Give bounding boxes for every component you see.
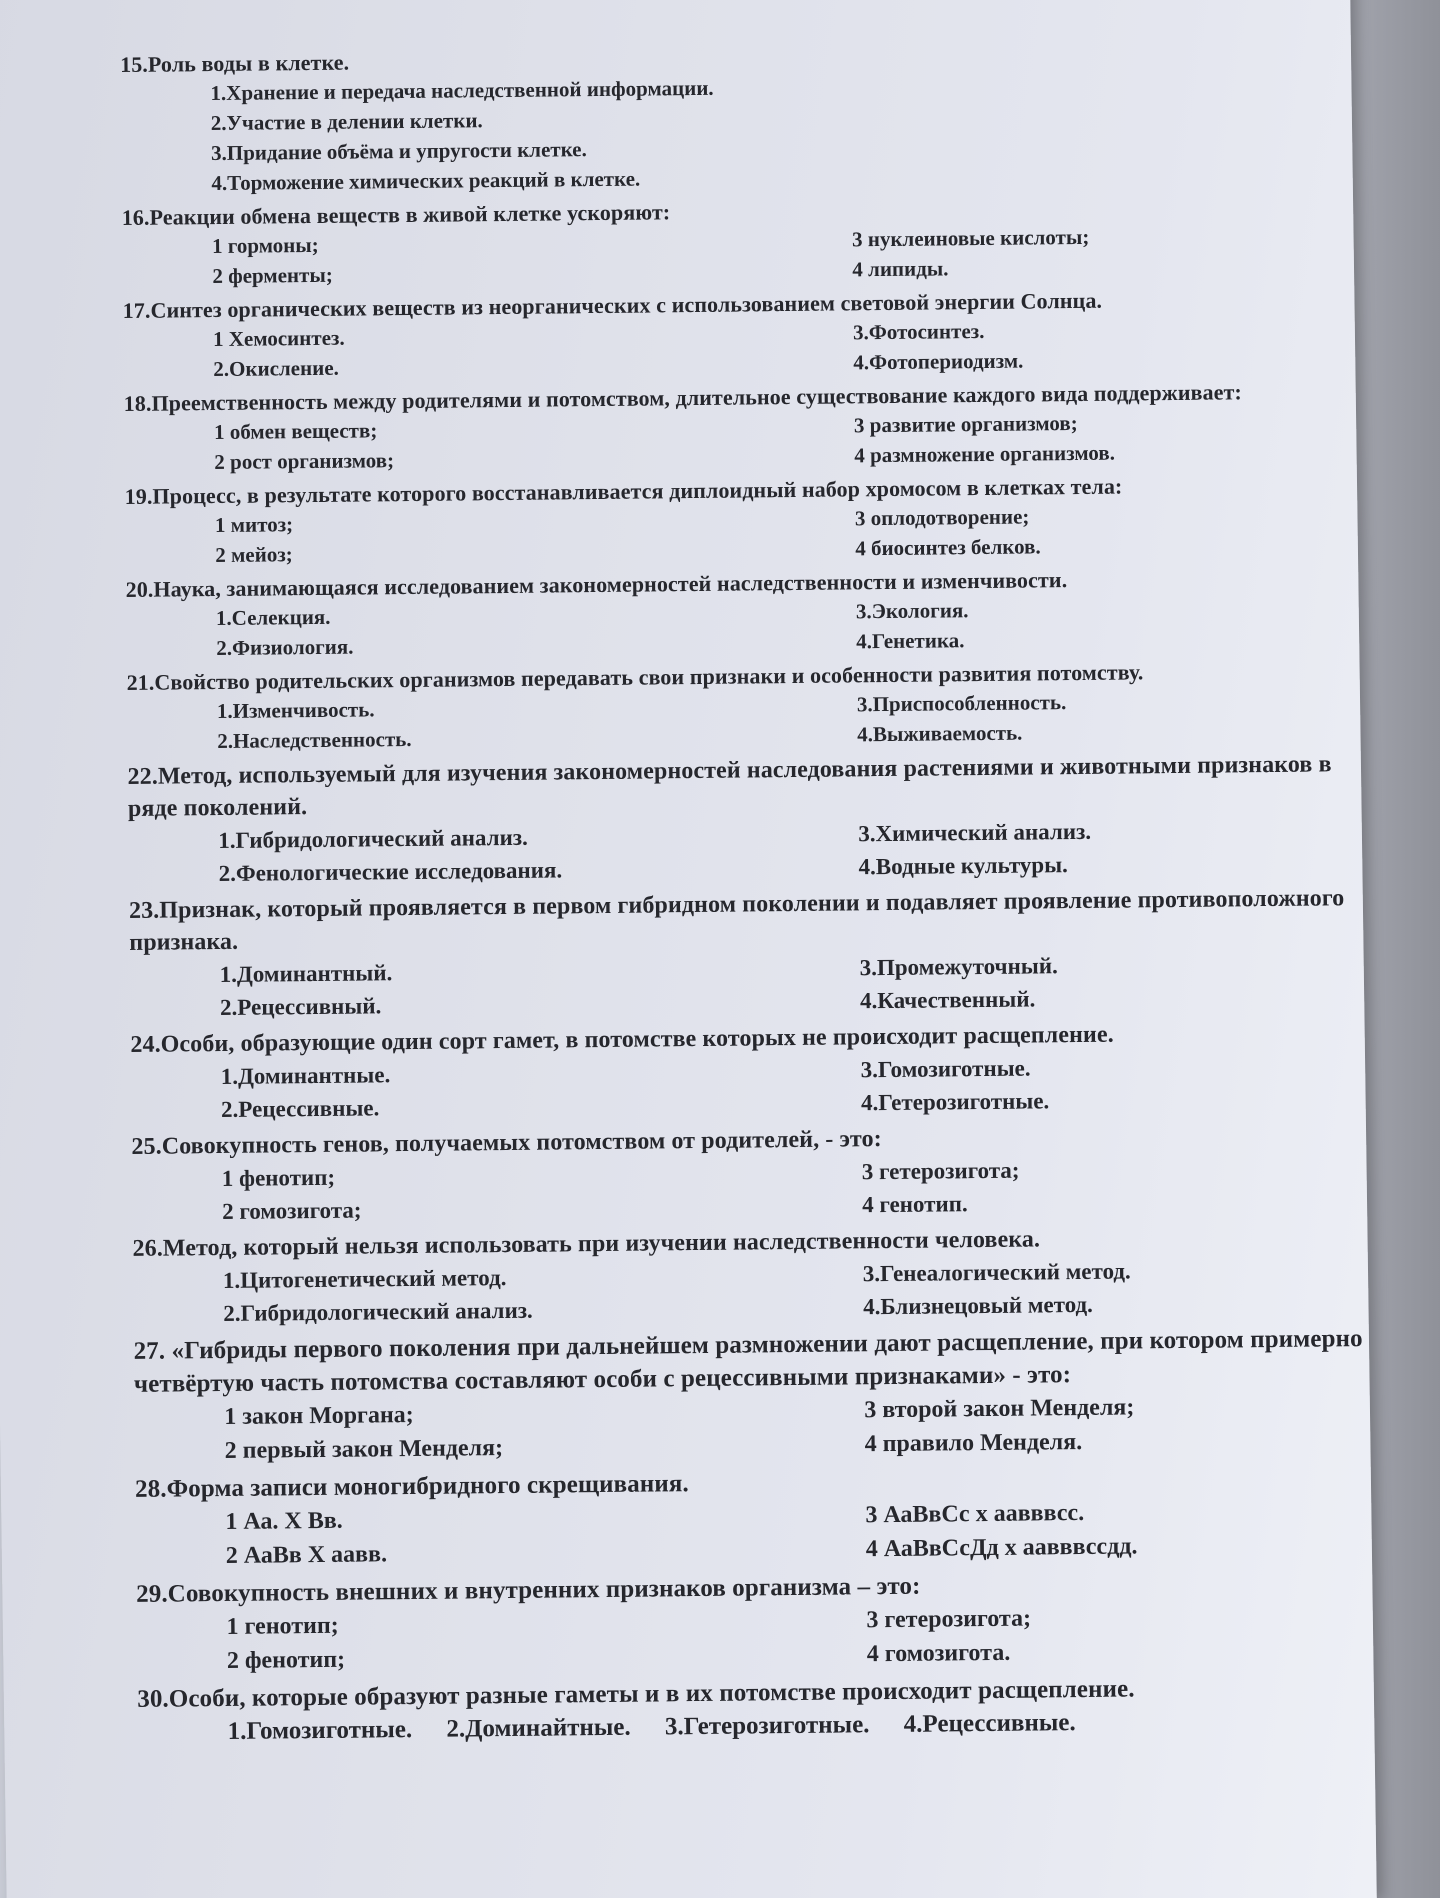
question-27 [133, 1322, 1374, 1469]
test-questions [120, 37, 1378, 1754]
question-text: 17.Синтез органических веществ из неорганических с использованием световой энергии Солнца. [122, 287, 1103, 323]
answer-option: 1.Хранение и передача наследственной информации. [210, 75, 714, 106]
question-28 [135, 1460, 1376, 1574]
answer-options [210, 66, 1361, 198]
answer-option: 2 АаВв Х аавв. [225, 1541, 388, 1569]
answer-option: 1 обмен веществ; [213, 418, 378, 445]
answer-option: 2.Участие в делении клетки. [210, 108, 483, 136]
answer-options [215, 498, 1366, 570]
answer-option: 2.Рецессивный. [219, 993, 382, 1021]
question-17 [123, 283, 1364, 385]
answer-option: 2.Доминайтные. [446, 1713, 631, 1743]
answer-options [226, 1598, 1377, 1678]
answer-option: 4.Торможение химических реакций в клетке. [211, 166, 641, 196]
answer-option: 4.Близнецовый метод. [863, 1291, 1093, 1320]
question-text: 16.Реакции обмена веществ в живой клетке ускоряют: [121, 199, 671, 230]
question-text: 25.Совокупность генов, получаемых потомством от родителей, - это: [131, 1126, 882, 1160]
question-22 [127, 748, 1368, 891]
answer-options [220, 946, 1371, 1024]
answer-option: 3 развитие организмов; [853, 410, 1078, 438]
answer-option: 3.Придание объёма и упругости клетке. [210, 137, 587, 166]
answer-option: 2 ферменты; [212, 262, 333, 289]
answer-option: 3 гетерозигота; [861, 1157, 1020, 1185]
question-text: 28.Форма записи моногибридного скрещивания. [134, 1470, 689, 1503]
answer-option: 3.Экология. [855, 598, 969, 624]
answer-option: 4 генотип. [862, 1191, 968, 1218]
question-text: 18.Преемственность между родителями и потомством, длительное существование каждого вида поддерживает: [123, 379, 1242, 416]
answer-options [218, 812, 1369, 890]
question-text: 26.Метод, который нельзя использовать при изучении наследственности человека. [132, 1226, 1041, 1262]
answer-option: 4.Фотопериодизм. [853, 348, 1024, 375]
answer-option: 4 размножение организмов. [854, 440, 1116, 468]
answer-option: 3.Гомозиготные. [860, 1055, 1031, 1083]
answer-option: 2.Наследственность. [217, 726, 412, 754]
answer-options [214, 405, 1365, 477]
answer-option: 1 фенотип; [221, 1164, 336, 1191]
answer-option: 1.Доминантный. [219, 960, 393, 988]
answer-option: 3.Фотосинтез. [852, 318, 985, 345]
answer-option: 1.Гомозиготные. [227, 1716, 413, 1745]
answer-option: 3 второй закон Менделя; [864, 1394, 1135, 1424]
question-text: 19.Процесс, в результате которого восстанавливается диплоидный набор хромосом в клетках тела: [124, 473, 1123, 509]
answer-option: 2 первый закон Менделя; [224, 1435, 504, 1464]
question-25 [131, 1118, 1372, 1229]
question-text: 15.Роль воды в клетке. [120, 49, 350, 77]
answer-option: 3 гетерозигота; [866, 1605, 1032, 1634]
answer-options [224, 1388, 1375, 1468]
answer-options [225, 1493, 1376, 1573]
answer-option: 1.Доминантные. [220, 1062, 391, 1090]
answer-option: 2.Окисление. [213, 355, 339, 382]
question-29 [136, 1565, 1377, 1679]
answer-option: 1.Цитогенетический метод. [222, 1265, 507, 1293]
answer-option: 3.Гетерозиготные. [664, 1711, 870, 1741]
answer-option: 1 митоз; [214, 512, 294, 538]
answer-option: 4.Генетика. [856, 628, 965, 654]
question-21 [126, 655, 1367, 757]
answer-option: 1 генотип; [226, 1612, 339, 1640]
answer-option: 4 биосинтез белков. [855, 534, 1041, 561]
answer-option: 2 мейоз; [215, 542, 293, 568]
answer-options [216, 591, 1367, 663]
answer-option: 4 правило Менделя. [864, 1429, 1083, 1458]
question-24 [130, 1016, 1371, 1127]
answer-option: 3.Химический анализ. [858, 818, 1092, 847]
answer-option: 1.Гибридологический анализ. [218, 824, 528, 854]
question-19 [125, 469, 1366, 571]
answer-option: 2.Физиология. [216, 634, 354, 661]
question-15 [120, 37, 1361, 199]
answer-option: 3 оплодотворение; [854, 504, 1030, 531]
answer-option: 4 липиды. [852, 256, 949, 282]
question-text: 21.Свойство родительских организмов передавать свои признаки и особенности развития потомству. [126, 659, 1144, 695]
answer-option: 4.Водные культуры. [858, 852, 1068, 880]
answer-options [212, 219, 1363, 291]
answer-option: 3 АаВвСс х аавввсс. [865, 1499, 1085, 1529]
answer-option: 4.Качественный. [859, 986, 1036, 1014]
question-text: 22.Метод, используемый для изучения закономерностей наследования растениями и животными признаков в ряде поколений. [127, 751, 1332, 822]
question-26 [132, 1220, 1373, 1331]
question-30 [137, 1670, 1378, 1750]
answer-options [223, 1252, 1374, 1330]
answer-option: 2.Фенологические исследования. [218, 857, 563, 887]
question-text: 27. «Гибриды первого поколения при дальнейшем размножении дают расщепление, при котором примерно четвёртую часть потомства составляют особи с рецессивными признаками» - это: [133, 1325, 1363, 1398]
answer-option: 4.Гетерозиготные. [860, 1088, 1050, 1116]
answer-option: 4 гомозигота. [866, 1639, 1011, 1668]
answer-option: 4.Рецессивные. [903, 1709, 1076, 1738]
answer-options [221, 1048, 1372, 1126]
answer-option: 2 рост организмов; [214, 448, 395, 475]
answer-option: 1 Аа. Х Вв. [225, 1507, 343, 1535]
answer-option: 1 Хемосинтез. [212, 325, 345, 352]
answer-option: 4.Выживаемость. [857, 720, 1023, 747]
question-text: 23.Признак, который проявляется в первом гибридном поколении и подавляет проявление противоположного признака. [128, 885, 1345, 956]
question-text: 30.Особи, которые образуют разные гаметы и в их потомстве происходит расщепление. [137, 1675, 1135, 1713]
answer-option: 2 фенотип; [226, 1646, 346, 1674]
answer-options [222, 1150, 1373, 1228]
answer-options [217, 684, 1368, 756]
answer-option: 1 гормоны; [211, 232, 319, 259]
answer-option: 1.Изменчивость. [216, 697, 375, 724]
question-text: 29.Совокупность внешних и внутренних признаков организма – это: [136, 1572, 921, 1608]
answer-option: 3.Приспособленность. [856, 690, 1067, 717]
answer-option: 1.Селекция. [215, 604, 331, 631]
question-20 [125, 562, 1366, 664]
answer-option: 4 АаВвСсДд х аавввсcдд. [865, 1533, 1138, 1563]
question-text: 24.Особи, образующие один сорт гамет, в потомстве которых не происходит расщепление. [130, 1021, 1114, 1058]
answer-option: 3.Генеалогический метод. [862, 1258, 1131, 1287]
answer-option: 3 нуклеиновые кислоты; [851, 224, 1090, 252]
question-23 [129, 882, 1370, 1025]
question-16 [122, 190, 1363, 292]
answer-options [213, 312, 1364, 384]
question-18 [124, 376, 1365, 478]
answer-option: 2.Рецессивные. [220, 1095, 380, 1122]
answer-option: 2.Гибридологический анализ. [223, 1297, 533, 1326]
question-text: 20.Наука, занимающаяся исследованием закономерностей наследственности и изменчивости. [125, 567, 1068, 602]
answer-option: 1 закон Моргана; [224, 1402, 414, 1430]
answer-option: 3.Промежуточный. [859, 953, 1058, 981]
answer-option: 2 гомозигота; [222, 1197, 362, 1224]
